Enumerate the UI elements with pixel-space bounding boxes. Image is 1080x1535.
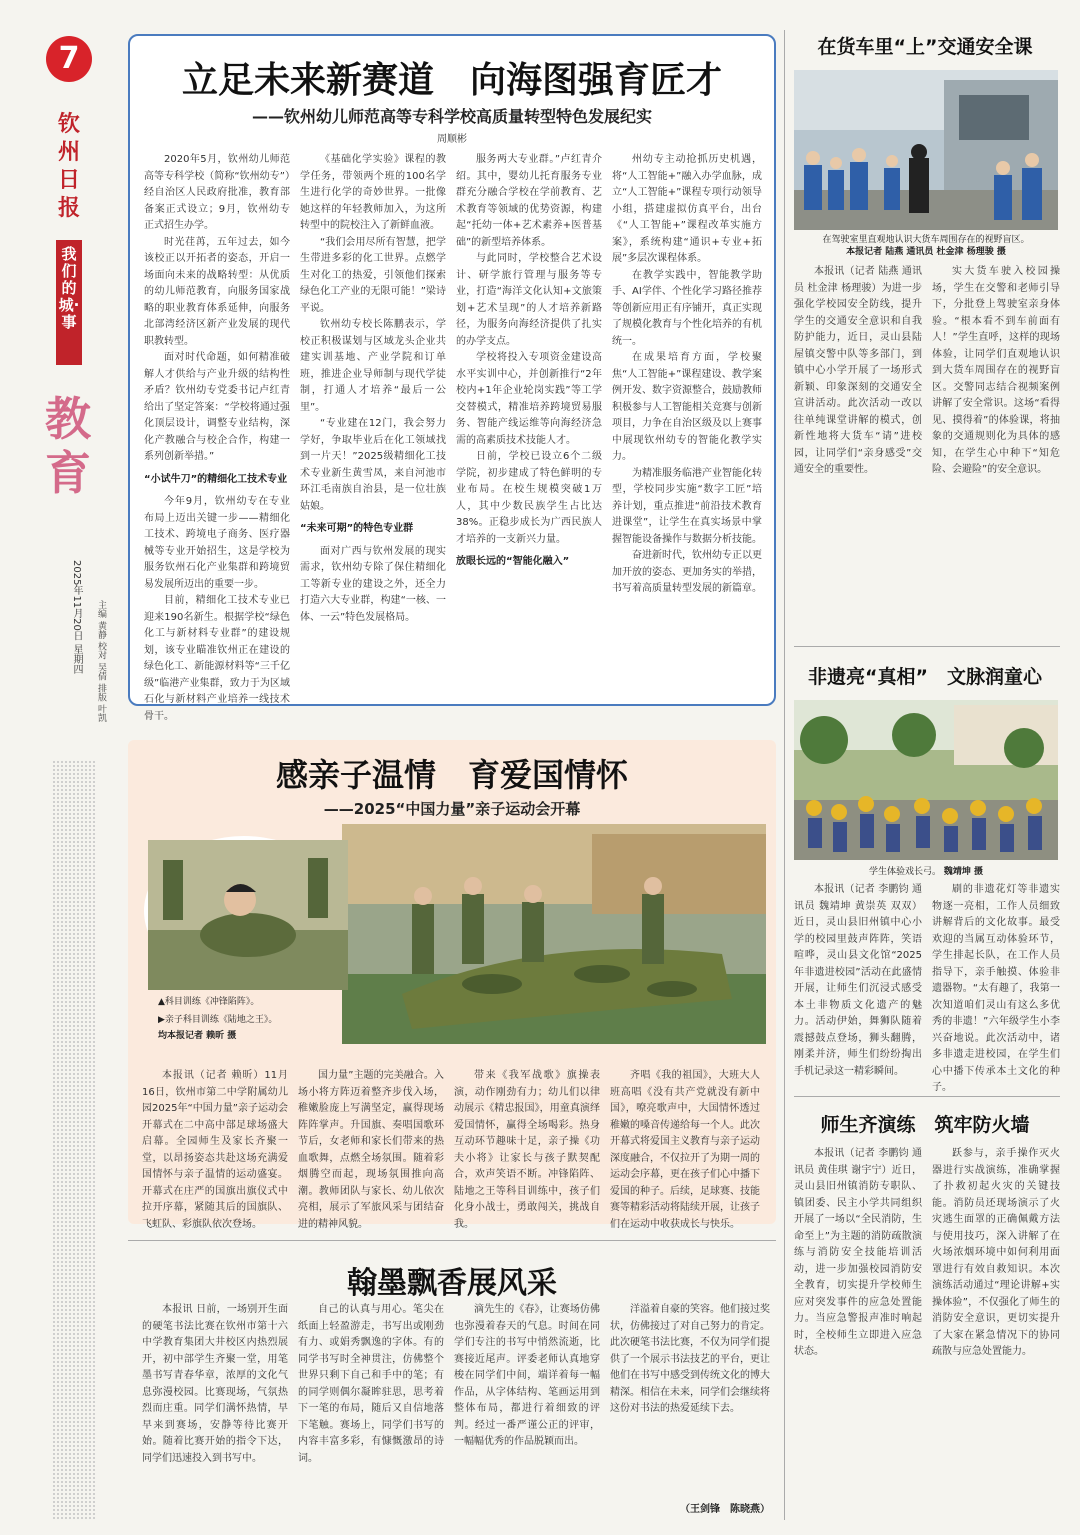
parent-child-column-3: 带来《我军战歌》旗操表演，动作刚劲有力；幼儿们以律动展示《精忠报国》，用童真演绎爱国情怀，赢得全场喝彩。热身互动环节趣味十足，亲子操《功夫小将》让家长与孩子默契配合，欢声笑语不断。冲锋陷阵、陆地之王等科目训练中，孩子们化身小战士，勇敢闯关，挑战自我。 [454, 1070, 600, 1230]
paragraph: 服务两大专业群。”卢红青介绍。其中，婴幼儿托育服务专业群充分融合学校在学前教育、艺术教育等领域的优势资源，构建起“托幼一体+艺术素养+医普基础”的新型培养体系。 [456, 154, 602, 248]
heritage-column-2: 刷的非遗花灯等非遗实物逐一亮相，工作人员细致讲解背后的文化故事。最受欢迎的当属互动体验环节，学生排起长队，在工作人员指导下，亲手触摸、体验非遗器物。“太有趣了，我第一次知道咱们灵山有这么多优秀的非遗！”六年级学生小李兴奋地说。此次活动中，诸多非遗走进校园，在学生们心中播下传承本土文化的种子。 [932, 884, 1060, 1093]
paragraph: 与此同时，学校整合艺术设计、研学旅行管理与服务等专业，打造“海洋文化认知+文旅策划+艺术呈现”的人才培养新路径，为服务向海经济提供了扎实的办学支点。 [456, 253, 602, 347]
heritage-scene-image [794, 700, 1058, 860]
editor-credits: 主编 黄静 校对 吴倩 排版 叶凯 [96, 600, 106, 723]
subheading: “未来可期”的特色专业群 [300, 523, 414, 534]
issue-date: 2025年11月20日 星期四 [71, 560, 82, 675]
truck-photo [794, 70, 1058, 230]
subheading: 放眼长远的“智能化融入” [456, 556, 570, 567]
parent-child-column-2: 国力量”主题的完美融合。入场小将方阵迈着整齐步伐入场，稚嫩脸庞上写满坚定，赢得现场阵阵掌声。升国旗、奏唱国歌环节后，女老师和家长们带来的热血歌舞，点燃全场氛围。随着彩烟腾空而起，现场氛围推向高潮。教师团队与家长、幼儿依次亮相，展示了军旅风采与团结奋进的精神风貌。 [298, 1070, 444, 1230]
feature-column-4 [612, 152, 762, 698]
column-divider [784, 30, 785, 1520]
calligraphy-headline: 翰墨飘香展风采 [347, 1266, 557, 1301]
paragraph: 面对时代命题，如何精准破解人才供给与产业升级的结构性矛盾？钦州幼专党委书记卢红青给出了坚定答案：“学校将通过强化顶层设计，调整专业结构，深化产教融合与校企合作，构建一系列创新举措。” [144, 352, 290, 462]
paragraph: 为精准服务临港产业智能化转型，学校同步实施“数字工匠”培养计划，重点推进“前沿技术教育进课堂”，让学生在真实场景中掌握智能设备操作与数据分析技能。 [612, 467, 762, 545]
paragraph: 时光荏苒，五年过去，如今该校正以开拓者的姿态，开启一场面向未来的战略转型：从优质的幼儿师范教育，向服务国家战略的职业教育体系延伸，向服务北部湾经济区新产业发展的现代职教转型。 [144, 236, 290, 347]
parent-child-subheadline: ——2025“中国力量”亲子运动会开幕 [323, 800, 581, 818]
traffic-column-2: 实大货车驶入校园操场，学生在交警和老师引导下，分批登上驾驶室亲身体验。“根本看不到车前面有人！”学生直呼，这样的现场体验，让同学们直观地认识到大货车周围存在的视野盲区。交警同志结合视频案例讲解了安全常识。这场“看得见、摸得着”的体验课，将抽象的交通规则化为具体的感知，在学生心中种下“知危险、会避险”的安全意识。 [932, 266, 1060, 475]
photo-caption-2: ▶亲子科目训练《陆地之王》。 [158, 1015, 278, 1025]
paragraph: 《基础化学实验》课程的教学任务，带领两个班的100名学生进行化学的奇妙世界。一批像她这样的年轻教师加入，为这所转型中的院校注入了新鲜血液。 [300, 154, 446, 231]
training-scene-image [342, 824, 766, 1044]
paragraph: “专业建在12门，我会努力学好，争取毕业后在化工领域找到一片天！”2025级精细化工技术专业新生黄雪凤，来自河池市环江毛南族自治县，是一位壮族姑娘。 [300, 418, 446, 512]
calligraphy-column-1: 本报讯 日前，一场别开生面的硬笔书法比赛在钦州市第十六中学教育集团大井校区内热烈展开，初中部学生齐聚一堂，用笔墨书写青春华章，浓厚的文化气息弥漫校园。比赛现场，气氛热烈而庄重。同学们满怀热情，早早来到赛场，安静等待比赛开始。随着比赛开始的指令下达，同学们迅速投入到书写中。 [142, 1304, 288, 1464]
paragraph: 在成果培育方面，学校聚焦“人工智能+”课程建设、教学案例开发、数字资源整合，鼓励教师积极参与人工智能相关竞赛与创新项目，力争在自治区级及以上赛事中展现钦州幼专的智能化教学实力。 [612, 352, 762, 462]
traffic-headline: 在货车里“上”交通安全课 [817, 36, 1033, 58]
calligraphy-column-4: 洋溢着自豪的笑容。他们接过奖状，仿佛接过了对自己努力的肯定。此次硬笔书法比赛，不仅为同学们提供了一个展示书法技艺的平台，更让他们在书写中感受到传统文化的博大精深。相信在未来，同学们会继续将这份对书法的热爱延续下去。 [610, 1304, 770, 1414]
paragraph: 奋进新时代，钦州幼专正以更加开放的姿态、更加务实的举措，书写着高质量转型发展的新篇章。 [612, 550, 762, 594]
heritage-photo-caption [794, 866, 1058, 878]
calligraphy-column-3: 滴先生的《春》，让赛场仿佛也弥漫着春天的气息。时间在同学们专注的书写中悄然流逝，比赛接近尾声。评委老师认真地穿梭在同学们中间，端详着每一幅作品，从字体结构、笔画运用到整体布局，都进行着细致的评判。经过一番严谨公正的评审，一幅幅优秀的作品脱颖而出。 [454, 1304, 600, 1447]
parent-child-article [128, 740, 776, 1230]
parent-child-headline: 感亲子温情 育爱国情怀 [275, 756, 628, 794]
section-divider [128, 1240, 776, 1241]
heritage-photo [794, 700, 1058, 860]
paragraph: 2020年5月，钦州幼儿师范高等专科学校（简称“钦州幼专”）经自治区人民政府批准，教育部备案正式设立；9月，钦州幼专正式招生办学。 [144, 154, 290, 231]
feature-author: 周顺彬 [437, 134, 467, 145]
feature-headline: 立足未来新赛道 向海图强育匠才 [181, 60, 722, 101]
paragraph: 钦州幼专校长陈鹏表示，学校正积极谋划与区域龙头企业共建实训基地、产业学院和订单班，推进企业导师制与现代学徒制，打通人才培养“最后一公里”。 [300, 319, 446, 413]
training-photo-large [342, 824, 766, 1044]
feature-subheadline: ——钦州幼儿师范高等专科学校高质量转型特色发展纪实 [251, 107, 652, 126]
subheading: “小试牛刀”的精细化工技术专业 [144, 473, 288, 485]
traffic-photo-credit: 本报记者 陆燕 通讯员 杜金津 杨理骏 摄 [846, 247, 1006, 257]
feature-column-3 [456, 152, 602, 698]
fire-column-2: 跃参与，亲手操作灭火器进行实战演练，准确掌握了扑救初起火灾的关键技能。消防员还现场演示了火灾逃生面罩的正确佩戴方法与使用技巧，深入讲解了在火场浓烟环境中如何利用面罩进行有效自救知识。本次演练活动通过“理论讲解+实操体验”，不仅强化了师生的消防安全意识，更切实提升了大家在紧急情况下的协同疏散与应急处置能力。 [932, 1148, 1060, 1357]
calligraphy-byline: （王剑锋 陈晓燕） [680, 1504, 770, 1515]
feature-article [128, 34, 776, 722]
fire-drill-headline: 师生齐演练 筑牢防火墙 [820, 1114, 1030, 1136]
page-number-badge: 7 [46, 36, 92, 82]
photo-caption-1: ▲科目训练《冲锋陷阵》。 [158, 997, 260, 1007]
heritage-column-1: 本报讯（记者 李鹏钧 通讯员 魏靖坤 黄崇英 双双）近日，灵山县旧州镇中心小学的校园里鼓声阵阵，笑语喧哗，灵山县文化馆“2025年非遗进校园”活动在此盛情开展，让师生们沉浸式感受本土非物质文化遗产的魅力。活动伊始，舞狮队随着震撼鼓点登场，狮头翻腾，刚柔并济，师生们纷纷掏出手机记录这一精彩瞬间。 [794, 884, 922, 1077]
parent-child-column-4: 齐唱《我的祖国》，大班大人班高唱《没有共产党就没有新中国》，嘹亮歌声中，大国情怀透过稚嫩的嗓音传递给每一个人。此次开幕式将爱国主义教育与亲子运动深度融合，不仅拉开了为期一周的运动会序幕，更在孩子们心中播下爱国的种子。后续，足球赛、技能赛等精彩活动将陆续开展，让孩子们在运动中收获成长与快乐。 [610, 1070, 760, 1230]
heritage-headline: 非遗亮“真相” 文脉润童心 [808, 666, 1042, 688]
feature-column-1 [144, 152, 290, 722]
paragraph: 日前，学校已设立6个二级学院，初步建成了特色鲜明的专业布局。在校生规模突破1万人，其中少数民族学生占比达38%。正稳步成长为广西民族人才培养的一支新兴力量。 [456, 451, 602, 545]
child-crawling-image [148, 840, 348, 990]
paragraph: 目前，精细化工技术专业已迎来190名新生。根据学校“绿色化工与新材料专业群”的建设规划，该专业瞄准钦州正在建设的绿色化工、新能源材料等“三千亿级”临港产业集群，致力于为区域石化与新材料产业培养一线技术骨干。 [144, 595, 290, 722]
traffic-column-1: 本报讯（记者 陆燕 通讯员 杜金津 杨理骏）为进一步强化学校园安全防线，提升学生的交通安全意识和自我防护能力，近日，灵山县陆屋镇交警中队等多部门，到镇中心小学开展了一场形式新颖、印象深刻的交通安全宣讲活动。此次活动一改以往单纯课堂讲解的模式，创新性地将大货车“请”进校园，让同学们“亲身感受”交通安全的重要性。 [794, 266, 922, 475]
section-divider [794, 1096, 1060, 1097]
paper-name: 钦州日报 [57, 111, 80, 221]
parent-child-column-1: 本报讯（记者 赖昕）11月16日，钦州市第二中学附属幼儿园2025年“中国力量”亲子运动会开幕式在二中高中部足球场盛大启幕。全园师生及家长齐聚一堂，以昂扬姿态共赴这场充满爱国情怀与亲子温情的运动盛宴。开幕式在庄严的国旗出旗仪式中拉开序幕，紧随其后的国旗队、飞虹队、彩旗队依次登场。 [142, 1070, 288, 1230]
section-divider [794, 646, 1060, 647]
paragraph: 今年9月，钦州幼专在专业布局上迈出关键一步——精细化工技术、跨境电子商务、医疗器械等专业开始招生，这是学校为服务钦州石化产业集群和跨境贸易发展所迈出的重要一步。 [144, 496, 290, 590]
heritage-photo-credit: 魏靖坤 摄 [943, 867, 984, 877]
section-big-title: 教育 [45, 392, 91, 500]
truck-scene-image [794, 70, 1058, 230]
paragraph: 面对广西与钦州发展的现实需求，钦州幼专除了保住精细化工等新专业的建设之外，还全力打造六大专业群，构建“一核、一体、一云”特色发展格局。 [300, 545, 446, 623]
paragraph: 州幼专主动抢抓历史机遇，将“人工智能+”融入办学血脉，成立“人工智能+”课程专项行动领导小组，搭建虚拟仿真平台，出台《“人工智能+”课程改革实施方案》，系统构建“通识+专业+拓展”多层次课程体系。 [612, 154, 762, 264]
paragraph: “我们会用尽所有智慧，把学生带进多彩的化工世界。点燃学生对化工的热爱，引领他们探索绿色化工产业的无限可能！”梁诗平说。 [300, 236, 446, 314]
training-photo-circle [144, 836, 344, 986]
paragraph: 学校将投入专项资金建设高水平实训中心，并创新推行“2年校内+1年企业轮岗实践”等工学交替模式，精准培养跨境贸易服务、智能产线运维等向海经济急需的高素质技术技能人才。 [456, 352, 602, 446]
decorative-dot-pattern [52, 760, 96, 1520]
parent-child-photo-credit: 均本报记者 赖昕 摄 [158, 1031, 237, 1041]
traffic-photo-caption: 在驾驶室里直观地认识大货车周围存在的视野盲区。 [822, 235, 1030, 245]
section-name: 我们的城·事 [56, 240, 82, 365]
fire-column-1: 本报讯（记者 李鹏钧 通讯员 黄佳琪 谢宇宁）近日，灵山县旧州镇消防专职队、镇团委、民主小学共同组织开展了一场以“全民消防，生命至上”为主题的消防疏散演练与消防安全技能培训活动，进一步加强校园消防安全教育，切实提升学校师生应对突发事件的应急处置能力。当应急警报声准时响起时，全校师生立即进入应急状态。 [794, 1148, 922, 1357]
heritage-caption-text: 学生体验戏长弓。 [868, 867, 941, 877]
calligraphy-column-2: 自己的认真与用心。笔尖在纸面上轻盈游走，书写出或刚劲有力、或娟秀飘逸的字体。有的同学书写时全神贯注，仿佛整个世界只剩下自己和手中的笔；有的同学则偶尔凝眸驻思，思考着下一笔的布局，随后又自信地落下笔触。赛场上，同学们书写的内容丰富多彩，有慷慨激昂的诗词。 [298, 1304, 444, 1464]
paragraph: 在教学实践中，智能教学助手、AI学伴、个性化学习路径推荐等创新应用正有序铺开，真正实现了规模化教育与个性化培养的有机统一。 [612, 269, 762, 347]
feature-column-2 [300, 152, 446, 698]
